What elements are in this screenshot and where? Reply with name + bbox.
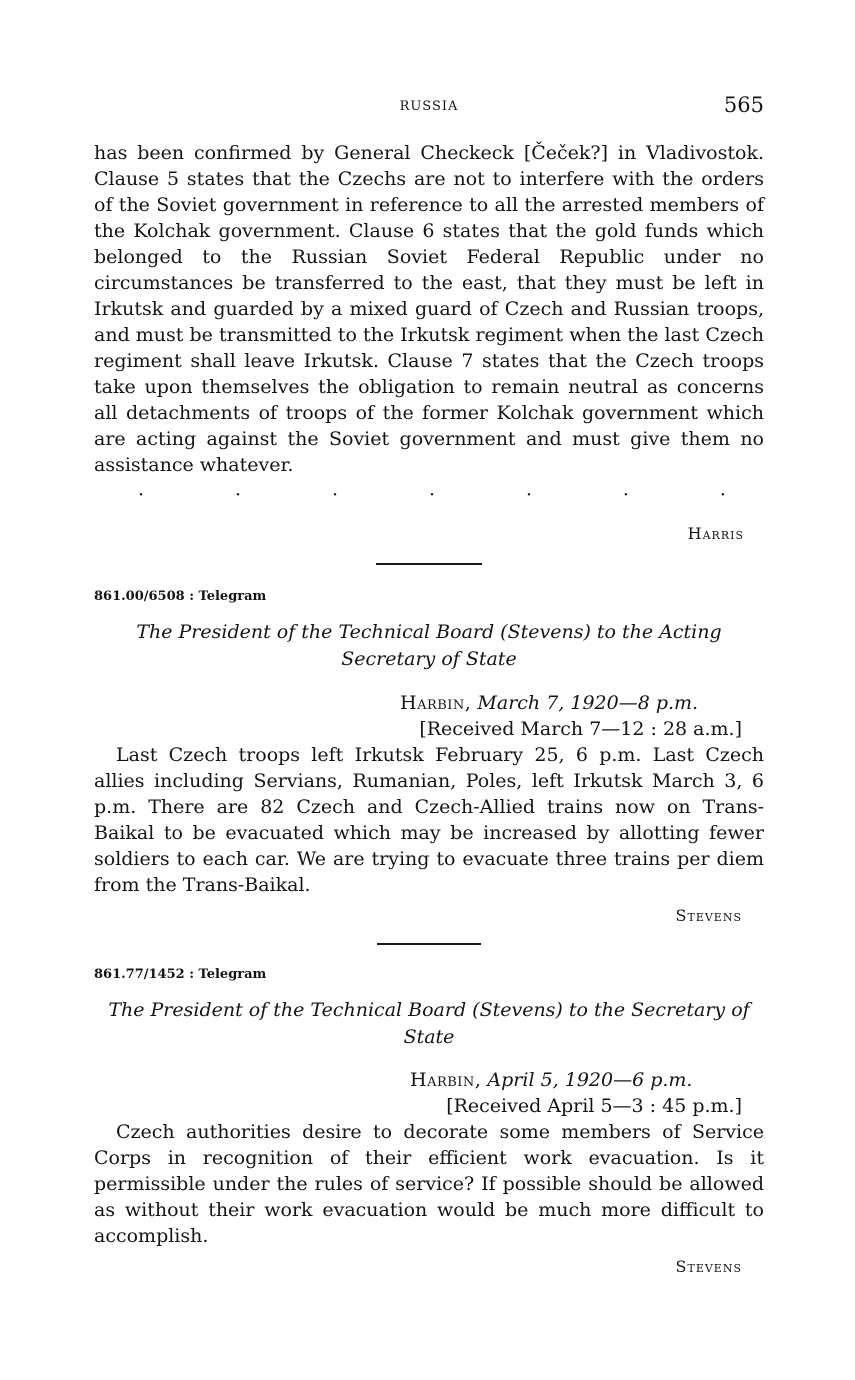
- document-page: [94, 90, 764, 1276]
- running-head: [94, 90, 764, 126]
- running-head-title: RUSSIA: [399, 99, 459, 114]
- ellipsis-dot: ·: [331, 484, 339, 506]
- file-number: 861.77/1452 : Telegram: [94, 967, 267, 982]
- signature-harris: Harris: [687, 524, 744, 543]
- dateline-date: March 7, 1920—8 p.m.: [477, 692, 699, 714]
- ellipsis-dot: ·: [234, 484, 242, 506]
- page-number: 565: [723, 93, 764, 117]
- ellipsis-dot: ·: [719, 484, 726, 506]
- file-number: 861.00/6508 : Telegram: [94, 589, 267, 604]
- section-divider: [376, 563, 482, 565]
- dateline-place: Harbin,: [410, 1069, 482, 1091]
- dateline: [94, 1067, 764, 1093]
- telegram-paragraph: Czech authorities desire to decorate some members of Service Corps in recognition of their efficient work evacuation. Is it permissible under the rules of service? If possible should be allowed as without their work evacuation would be much more difficult to accomplish.: [94, 1121, 764, 1247]
- signature-stevens: Stevens: [675, 906, 742, 925]
- dateline: [94, 690, 764, 716]
- signature-stevens: Stevens: [675, 1257, 742, 1276]
- ellipsis-dot: ·: [138, 484, 145, 506]
- ellipsis-dot: ·: [428, 484, 435, 506]
- received-line: [Received March 7—12 : 28 a.m.]: [419, 718, 742, 740]
- ellipsis-dot: ·: [622, 484, 629, 506]
- section-divider: [377, 943, 481, 945]
- telegram-paragraph: Last Czech troops left Irkutsk February 25, 6 p.m. Last Czech allies including Servians, Rumanian, Poles, left Irkutsk March 3, 6 p.m. There are 82 Czech and Czech-Allied trains now on Trans-Baikal to be evacuated which may be increased by allotting fewer soldiers to each car. We are trying to evacuate three trains per diem from the Trans-Baikal.: [94, 744, 764, 896]
- continuation-paragraph: has been confirmed by General Checkeck [Čeček?] in Vladivostok. Clause 5 states that the Czechs are not to interfere with the orders of the Soviet government in reference to all the arrested members of the Kolchak government. Clause 6 states that the gold funds which belonged to the Russian Soviet Federal Republic under no circumstances be transferred to the east, that they must be left in Irkutsk and guarded by a mixed guard of Czech and Russian troops, and must be transmitted to the Irkutsk regiment when the last Czech regiment shall leave Irkutsk. Clause 7 states that the Czech troops take upon themselves the obligation to remain neutral as concerns all detachments of troops of the former Kolchak government which are acting against the Soviet government and must give them no assistance whatever.: [94, 142, 764, 476]
- dateline-date: April 5, 1920—6 p.m.: [487, 1069, 693, 1091]
- document-heading: The President of the Technical Board (Stevens) to the Secretary of State: [108, 999, 750, 1048]
- ellipsis-row: [94, 482, 764, 508]
- dateline-place: Harbin,: [400, 692, 472, 714]
- document-heading: The President of the Technical Board (Stevens) to the Acting Secretary of State: [136, 621, 722, 670]
- received-line: [Received April 5—3 : 45 p.m.]: [446, 1095, 742, 1117]
- ellipsis-dot: ·: [525, 484, 532, 506]
